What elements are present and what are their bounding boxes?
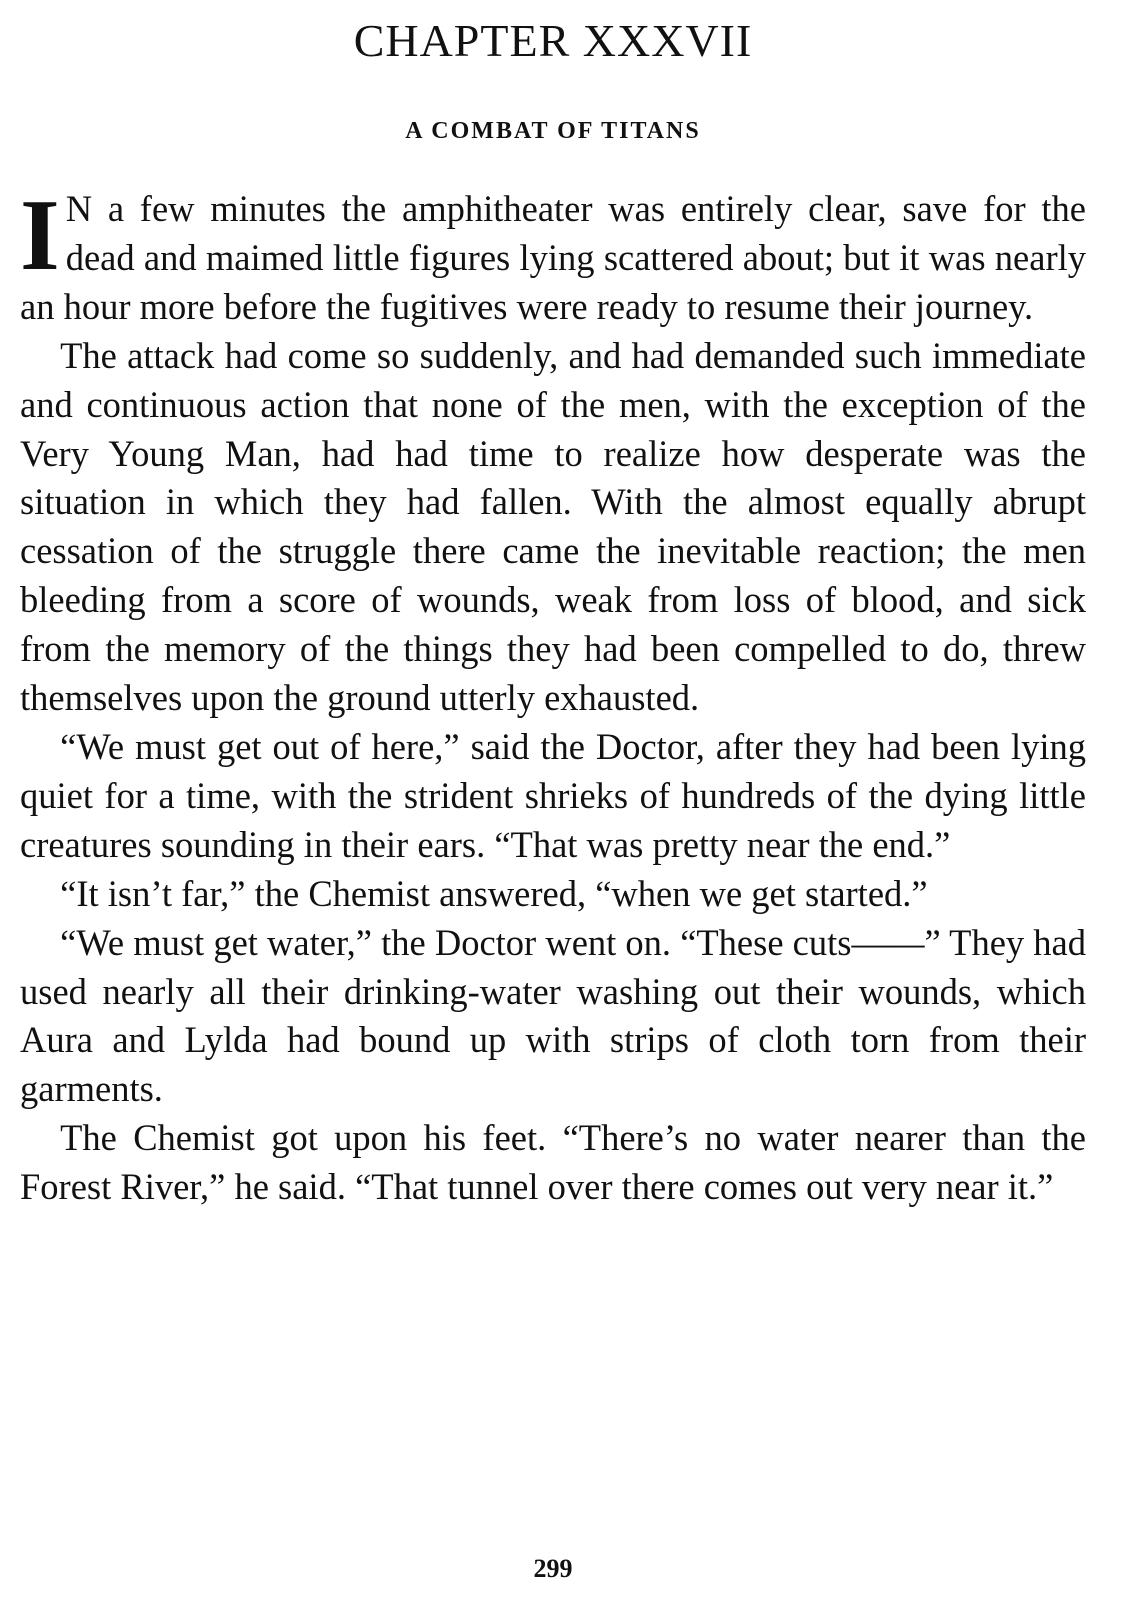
chapter-body [20, 179, 1086, 1212]
paragraph-3: “We must get out of here,” said the Doctor, after they had been lying quiet for a time, with the strident shrieks of hundreds of the dying little creatures sounding in their ears. “That was pretty near the end.” [20, 725, 1086, 865]
chapter-subtitle: A COMBAT OF TITANS [405, 118, 701, 144]
chapter-heading: CHAPTER XXXVII [353, 15, 753, 66]
paragraph-1 [20, 179, 1086, 332]
paragraph-4: “It isn’t far,” the Chemist answered, “when we get started.” [60, 872, 928, 914]
paragraph-5: “We must get water,” the Doctor went on. “These cuts——” They had used nearly all their drinking-water washing out their wounds, which Aura and Lylda had bound up with strips of cloth torn from their garments. [20, 921, 1086, 1110]
page-number: 299 [533, 1554, 573, 1583]
book-page [20, 0, 1086, 1608]
paragraph-2: The attack had come so suddenly, and had demanded such immediate and continuous action that none of the men, with the exception of the Very Young Man, had had time to realize how desperate was the situation in which they had fallen. With the almost equally abrupt cessation of the struggle there came the inevitable reaction; the men bleeding from a score of wounds, weak from loss of blood, and sick from the memory of the things they had been compelled to do, threw themselves upon the ground utterly exhausted. [20, 334, 1086, 719]
paragraph-1-text: N a few minutes the amphitheater was entirely clear, save for the dead and maimed little figures lying scattered about; but it was nearly an hour more before the fugitives were ready to resume their journey. [20, 188, 1086, 327]
drop-cap: I [20, 179, 60, 292]
paragraph-6: The Chemist got upon his feet. “There’s no water nearer than the Forest River,” he said. “That tunnel over there comes out very near it.” [20, 1117, 1086, 1208]
